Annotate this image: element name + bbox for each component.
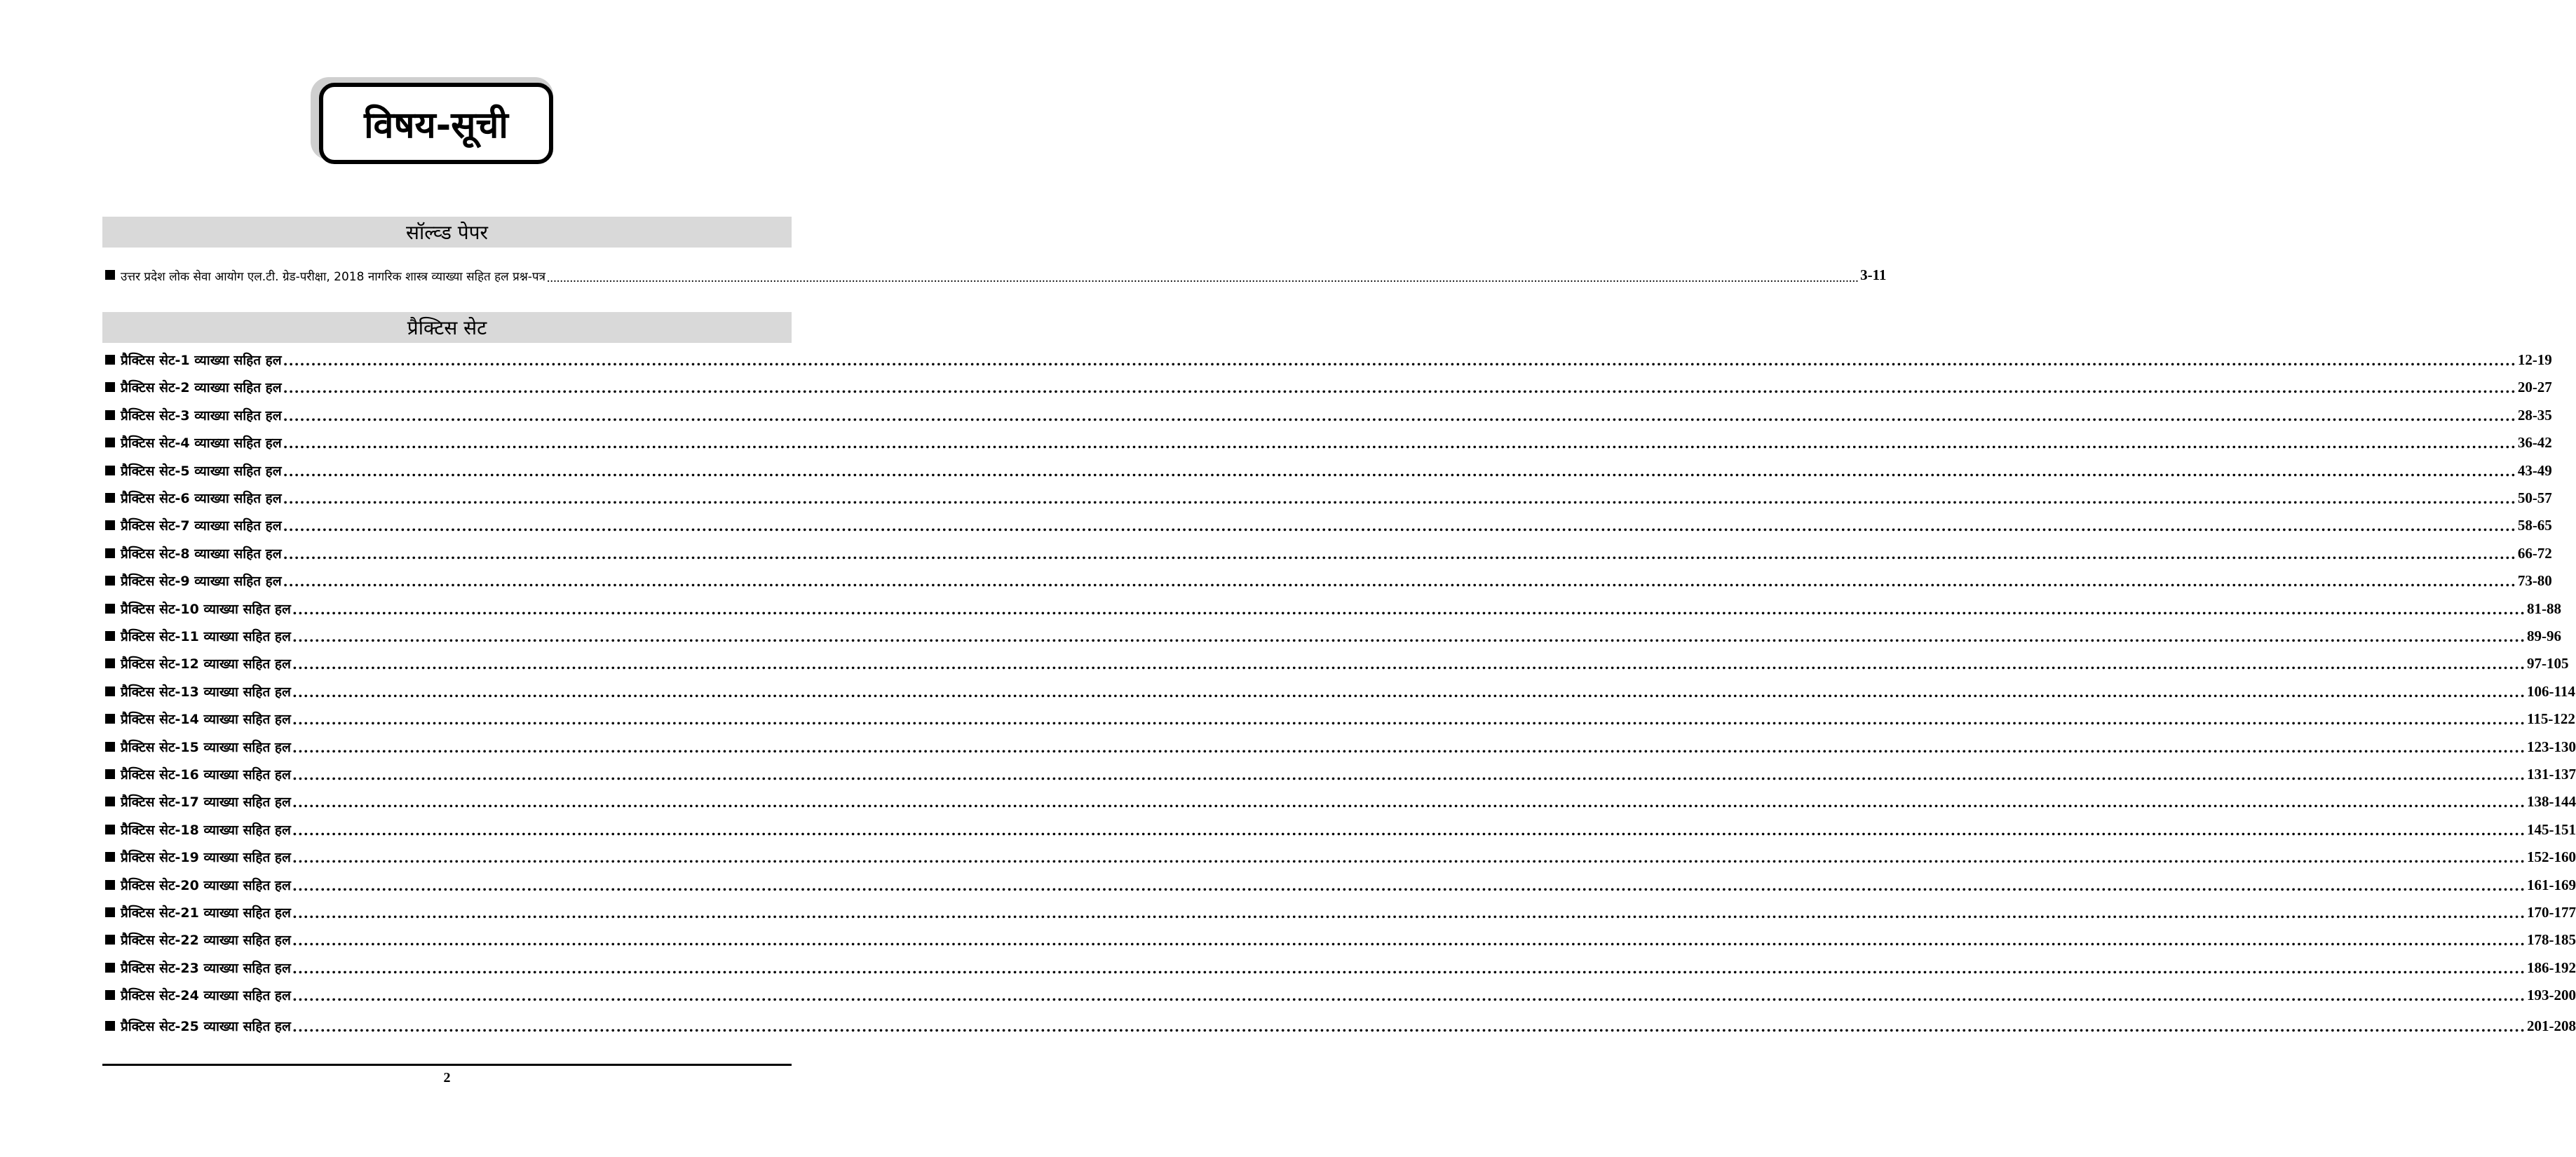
toc-entry-label: प्रैक्टिस सेट-21 व्याख्या सहित हल	[121, 905, 291, 921]
dot-leader: ................................................................................................................................................................................................................................................................................................................................................................................................................	[292, 1018, 2526, 1035]
dot-leader: ................................................................................................................................................................................................................................................................................................................................................................................................................	[292, 711, 2526, 728]
toc-entry-label: प्रैक्टिस सेट-20 व्याख्या सहित हल	[121, 878, 291, 893]
dot-leader: ................................................................................................................................................................................................................................................................................................................................................................................................................	[292, 628, 2526, 645]
title-frame	[319, 83, 553, 164]
practice-set-heading: प्रैक्टिस सेट	[102, 312, 792, 343]
toc-entry-pages: 131-137	[2527, 766, 2576, 783]
square-bullet-icon	[105, 438, 115, 447]
toc-entry[interactable]	[105, 899, 2576, 921]
toc-entry-pages: 201-208	[2527, 1017, 2576, 1034]
dot-leader: ................................................................................................................................................................................................................................................................................................................................................................................................................	[292, 877, 2526, 894]
toc-entry[interactable]	[105, 374, 2552, 396]
dot-leader: ................................................................................................................................................................................................................................................................................................................................................................................................................	[292, 656, 2526, 672]
toc-entry-pages: 81-88	[2527, 600, 2562, 617]
toc-entry-label: प्रैक्टिस सेट-3 व्याख्या सहित हल	[121, 408, 282, 424]
toc-entry-pages: 43-49	[2517, 462, 2552, 479]
toc-entry-label: प्रैक्टिस सेट-13 व्याख्या सहित हल	[121, 684, 291, 700]
toc-entry[interactable]	[105, 512, 2552, 534]
toc-entry-pages: 36-42	[2517, 434, 2552, 451]
toc-entry[interactable]	[105, 402, 2552, 424]
toc-entry[interactable]	[105, 678, 2575, 701]
toc-entry-label: प्रैक्टिस सेट-22 व्याख्या सहित हल	[121, 933, 291, 948]
dot-leader: ................................................................................................................................................................................................................................................................................................................................................................................................................	[283, 407, 2516, 424]
square-bullet-icon	[105, 658, 115, 668]
dot-leader: ................................................................................................................................................................................................................................................................................................................................................................................................................	[292, 794, 2526, 811]
square-bullet-icon	[105, 520, 115, 530]
toc-entry[interactable]	[105, 429, 2552, 452]
dot-leader: ................................................................................................................................................................................................................................................................................................................................................................................................................	[292, 684, 2526, 701]
toc-entry-label: प्रैक्टिस सेट-10 व्याख्या सहित हल	[121, 602, 291, 617]
square-bullet-icon	[105, 548, 115, 558]
toc-entry-label: प्रैक्टिस सेट-6 व्याख्या सहित हल	[121, 491, 282, 506]
square-bullet-icon	[105, 714, 115, 724]
toc-entry[interactable]	[105, 872, 2576, 894]
toc-entry[interactable]	[105, 954, 2576, 977]
toc-entry[interactable]	[105, 595, 2562, 618]
dot-leader: ................................................................................................................................................................................................................................................................................................................................................................................................................	[283, 463, 2516, 480]
toc-entry-pages: 193-200	[2527, 987, 2576, 1003]
toc-entry-label: उत्तर प्रदेश लोक सेवा आयोग एल.टी. ग्रेड-परीक्षा, 2018 नागरिक शास्त्र व्याख्या सहित हल प्रश्न-पत्र	[121, 270, 545, 284]
toc-entry[interactable]	[105, 346, 2552, 369]
toc-entry-pages: 50-57	[2517, 489, 2552, 506]
toc-entry-pages: 20-27	[2517, 379, 2552, 395]
toc-entry-pages: 152-160	[2527, 848, 2576, 865]
toc-entry-pages: 58-65	[2517, 517, 2552, 534]
dot-leader: ................................................................................................................................................................................................................................................................................................................................................................................................................	[283, 517, 2516, 534]
toc-entry-label: प्रैक्टिस सेट-8 व्याख्या सहित हल	[121, 546, 282, 562]
toc-entry[interactable]	[105, 457, 2552, 480]
dot-leader: ................................................................................................................................................................................................................................................................................................................................................................................................................	[292, 905, 2526, 921]
toc-entry-pages: 106-114	[2527, 683, 2575, 700]
footer-rule	[102, 1064, 792, 1066]
square-bullet-icon	[105, 742, 115, 752]
square-bullet-icon	[105, 631, 115, 641]
toc-entry-pages: 66-72	[2517, 545, 2552, 562]
square-bullet-icon	[105, 907, 115, 917]
toc-entry-pages: 186-192	[2527, 959, 2576, 976]
toc-entry-pages: 12-19	[2517, 351, 2552, 368]
dot-leader: ................................................................................................................................................................................................................................................................................................................................................................................................................	[292, 822, 2526, 839]
dot-leader: ................................................................................................................................................................................................................................................................................................................................................................................................................	[283, 379, 2516, 396]
toc-entry-pages: 28-35	[2517, 407, 2552, 424]
square-bullet-icon	[105, 355, 115, 365]
toc-entry-label: प्रैक्टिस सेट-16 व्याख्या सहित हल	[121, 767, 291, 783]
toc-entry[interactable]	[105, 982, 2576, 1004]
title-box	[319, 83, 571, 181]
square-bullet-icon	[105, 963, 115, 973]
toc-entry-pages: 123-130	[2527, 738, 2576, 755]
dot-leader: ................................................................................................................................................................................................................................................................................................................................................................................................................	[292, 601, 2526, 618]
toc-entry-label: प्रैक्टिस सेट-24 व्याख्या सहित हल	[121, 988, 291, 1003]
toc-entry[interactable]	[105, 567, 2552, 590]
square-bullet-icon	[105, 852, 115, 862]
toc-entry-label: प्रैक्टिस सेट-5 व्याख्या सहित हल	[121, 464, 282, 479]
toc-entry[interactable]	[105, 485, 2552, 507]
dot-leader: ................................................................................................................................................................................................................................................................................................................................................................................................................	[283, 435, 2516, 452]
dot-leader: ................................................................................................................................................................................................................................................................................................................................................................................................................	[546, 274, 1859, 284]
square-bullet-icon	[105, 686, 115, 696]
square-bullet-icon	[105, 825, 115, 834]
toc-entry[interactable]	[105, 816, 2576, 839]
square-bullet-icon	[105, 493, 115, 503]
toc-entry-label: प्रैक्टिस सेट-23 व्याख्या सहित हल	[121, 961, 291, 976]
square-bullet-icon	[105, 797, 115, 806]
square-bullet-icon	[105, 769, 115, 779]
toc-entry[interactable]	[105, 733, 2576, 756]
toc-entry-label: प्रैक्टिस सेट-11 व्याख्या सहित हल	[121, 629, 291, 644]
square-bullet-icon	[105, 1021, 115, 1031]
toc-entry[interactable]	[105, 926, 2576, 949]
toc-entry-label: प्रैक्टिस सेट-19 व्याख्या सहित हल	[121, 850, 291, 865]
toc-entry-pages: 73-80	[2517, 572, 2552, 589]
dot-leader: ................................................................................................................................................................................................................................................................................................................................................................................................................	[283, 573, 2516, 590]
square-bullet-icon	[105, 880, 115, 890]
page-number: 2	[443, 1070, 451, 1085]
toc-entry-pages: 170-177	[2527, 904, 2576, 921]
toc-entry-label: प्रैक्टिस सेट-25 व्याख्या सहित हल	[121, 1019, 291, 1034]
square-bullet-icon	[105, 382, 115, 392]
square-bullet-icon	[105, 410, 115, 420]
toc-entry-pages: 115-122	[2527, 710, 2575, 727]
toc-entry-label: प्रैक्टिस सेट-9 व्याख्या सहित हल	[121, 574, 282, 589]
dot-leader: ................................................................................................................................................................................................................................................................................................................................................................................................................	[292, 739, 2526, 756]
toc-entry[interactable]	[105, 788, 2576, 811]
toc-entry-label: प्रैक्टिस सेट-14 व्याख्या सहित हल	[121, 712, 291, 727]
toc-entry[interactable]	[105, 705, 2575, 728]
toc-entry[interactable]	[105, 540, 2552, 562]
toc-entry-label: प्रैक्टिस सेट-7 व्याख्या सहित हल	[121, 518, 282, 534]
toc-entry[interactable]	[105, 844, 2576, 866]
toc-entry-pages: 145-151	[2527, 821, 2576, 838]
square-bullet-icon	[105, 604, 115, 614]
toc-entry-pages: 97-105	[2527, 655, 2569, 672]
toc-entry-pages: 178-185	[2527, 931, 2576, 948]
toc-entry[interactable]	[105, 262, 1887, 284]
toc-entry-label: प्रैक्टिस सेट-4 व्याख्या सहित हल	[121, 435, 282, 451]
dot-leader: ................................................................................................................................................................................................................................................................................................................................................................................................................	[292, 987, 2526, 1004]
toc-entry-label: प्रैक्टिस सेट-18 व्याख्या सहित हल	[121, 823, 291, 838]
dot-leader: ................................................................................................................................................................................................................................................................................................................................................................................................................	[292, 960, 2526, 977]
square-bullet-icon	[105, 990, 115, 1000]
dot-leader: ................................................................................................................................................................................................................................................................................................................................................................................................................	[292, 849, 2526, 866]
square-bullet-icon	[105, 935, 115, 945]
toc-entry-pages: 161-169	[2527, 877, 2576, 893]
toc-entry[interactable]	[105, 623, 2562, 645]
toc-entry[interactable]	[105, 761, 2576, 783]
toc-entry-pages: 89-96	[2527, 628, 2562, 644]
toc-entry-label: प्रैक्टिस सेट-1 व्याख्या सहित हल	[121, 353, 282, 368]
dot-leader: ................................................................................................................................................................................................................................................................................................................................................................................................................	[283, 490, 2516, 507]
toc-entry-label: प्रैक्टिस सेट-15 व्याख्या सहित हल	[121, 740, 291, 755]
toc-entry[interactable]	[105, 650, 2569, 672]
dot-leader: ................................................................................................................................................................................................................................................................................................................................................................................................................	[292, 932, 2526, 949]
toc-entry-label: प्रैक्टिस सेट-17 व्याख्या सहित हल	[121, 794, 291, 810]
toc-entry-pages: 138-144	[2527, 793, 2576, 810]
square-bullet-icon	[105, 576, 115, 586]
dot-leader: ................................................................................................................................................................................................................................................................................................................................................................................................................	[283, 352, 2516, 369]
toc-entry-pages: 3-11	[1860, 266, 1887, 283]
square-bullet-icon	[105, 466, 115, 475]
toc-entry[interactable]	[105, 1013, 2576, 1035]
toc-entry-label: प्रैक्टिस सेट-12 व्याख्या सहित हल	[121, 656, 291, 672]
square-bullet-icon	[105, 270, 115, 280]
toc-entry-label: प्रैक्टिस सेट-2 व्याख्या सहित हल	[121, 380, 282, 395]
dot-leader: ................................................................................................................................................................................................................................................................................................................................................................................................................	[292, 766, 2526, 783]
page-title: विषय-सूची	[364, 104, 508, 147]
solved-paper-heading: सॉल्व्ड पेपर	[102, 217, 792, 248]
dot-leader: ................................................................................................................................................................................................................................................................................................................................................................................................................	[283, 546, 2516, 562]
